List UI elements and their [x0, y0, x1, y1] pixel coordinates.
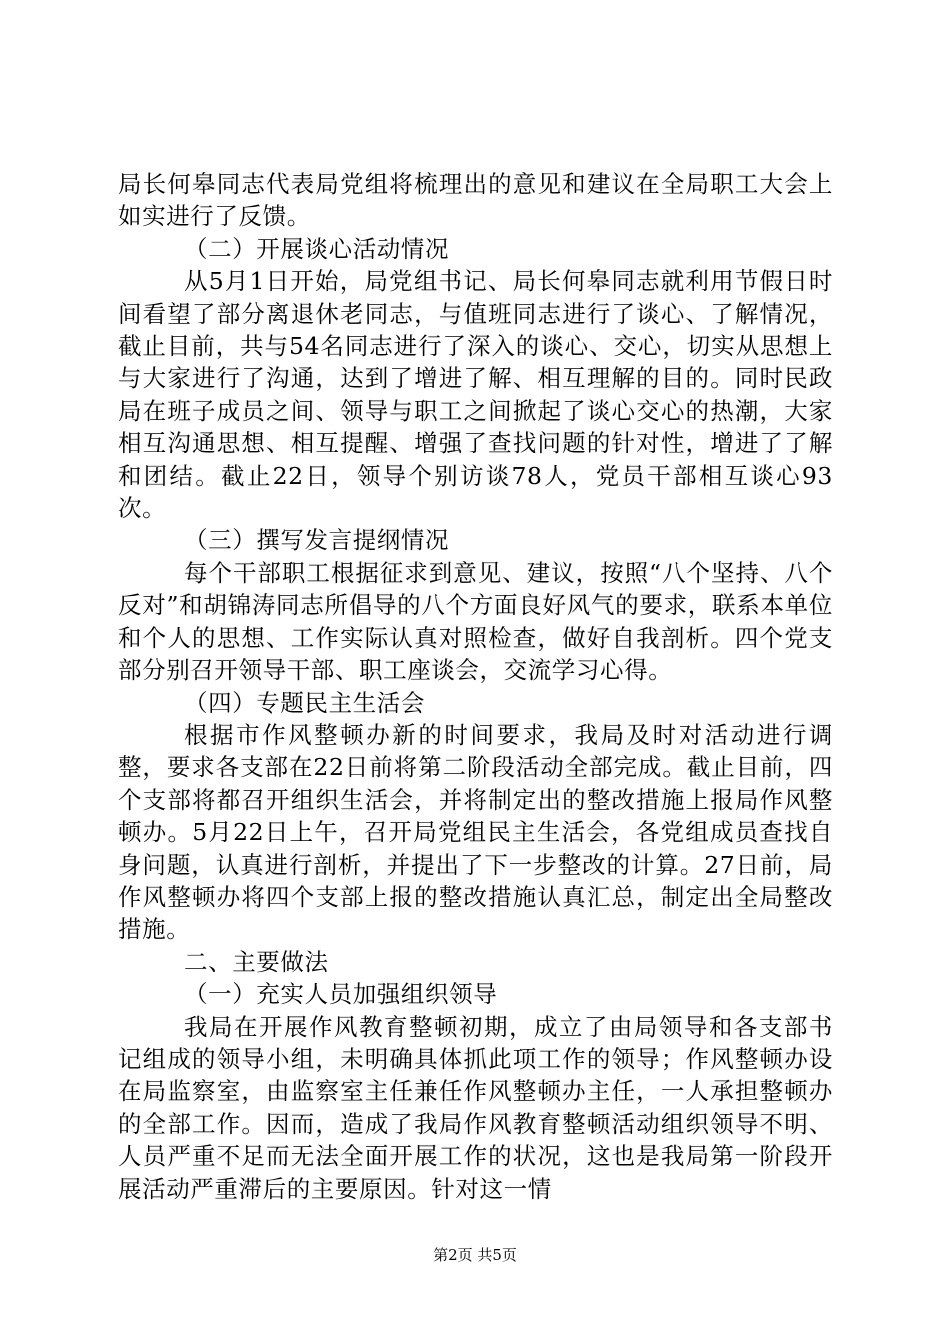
paragraph-staffing-leadership: 我局在开展作风教育整顿初期，成立了由局领导和各支部书记组成的领导小组，未明确具体抓此项工作的领导；作风整顿办设在局监察室，由监察室主任兼任作风整顿办主任，一人承担整顿办的全部工作。因而，造成了我局作风教育整顿活动组织领导不明、人员严重不足而无法全面开展工作的状况，这也是我局第一阶段开展活动严重滞后的主要原因。针对这一情: [118, 1012, 833, 1203]
paragraph-talk-activity: 从5月1日开始，局党组书记、局长何皋同志就利用节假日时间看望了部分离退休老同志，与值班同志进行了谈心、了解情况，截止目前，共与54名同志进行了深入的谈心、交心，切实从思想上与大家进行了沟通，达到了增进了解、相互理解的目的。同时民政局在班子成员之间、领导与职工之间掀起了谈心交心的热潮，大家相互沟通思想、相互提醒、增强了查找问题的针对性，增进了了解和团结。截止22日，领导个别访谈78人，党员干部相互谈心93次。: [118, 267, 833, 523]
page-footer: 第2页 共5页: [433, 1246, 517, 1264]
heading-democratic-meeting: （四）专题民主生活会: [184, 688, 425, 717]
paragraph-feedback-end: 局长何皋同志代表局党组将梳理出的意见和建议在全局职工大会上如实进行了反馈。: [118, 170, 833, 231]
paragraph-speech-outline: 每个干部职工根据征求到意见、建议，按照“八个坚持、八个反对”和胡锦涛同志所倡导的八个方面良好风气的要求，联系本单位和个人的思想、工作实际认真对照检查，做好自我剖析。四个党支部分别召开领导干部、职工座谈会，交流学习心得。: [118, 558, 833, 685]
document-body: [118, 168, 833, 1205]
heading-staffing-leadership: （一）充实人员加强组织领导: [184, 980, 498, 1009]
heading-main-practices: 二、主要做法: [184, 947, 329, 976]
heading-talk-activity: （二）开展谈心活动情况: [184, 234, 450, 263]
heading-speech-outline: （三）撰写发言提纲情况: [184, 526, 450, 555]
paragraph-democratic-meeting: 根据市作风整顿办新的时间要求，我局及时对活动进行调整，要求各支部在22日前将第二阶段活动全部完成。截止目前，四个支部将都召开组织生活会，并将制定出的整改措施上报局作风整顿办。5月22日上午，召开局党组民主生活会，各党组成员查找自身问题，认真进行剖析，并提出了下一步整改的计算。27日前，局作风整顿办将四个支部上报的整改措施认真汇总，制定出全局整改措施。: [118, 720, 833, 944]
